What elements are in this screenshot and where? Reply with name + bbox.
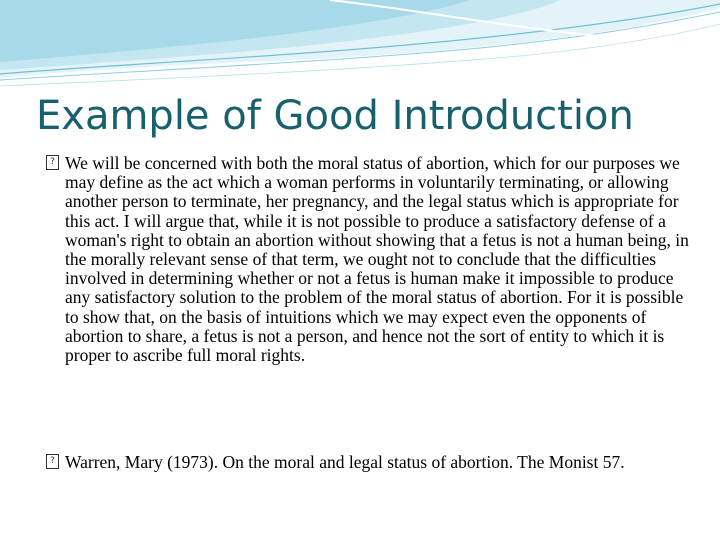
bullet-text: Warren, Mary (1973). On the moral and legal status of abortion. The Monist 57. (65, 452, 625, 472)
bullet-item-intro (46, 154, 694, 365)
bullet-item-citation (46, 453, 694, 472)
bullet-marker-icon: ? (46, 155, 59, 170)
bullet-marker-icon: ? (46, 454, 59, 469)
slide-title: Example of Good Introduction (36, 93, 634, 139)
bullet-text: We will be concerned with both the moral status of abortion, which for our purposes we may define as the act which a woman performs in voluntarily terminating, or allowing another person to terminate, her pregnancy, and the legal status which is appropriate for this act. I will argue that, while it is not possible to produce a satisfactory defense of a woman's right to obtain an abortion without showing that a fetus is not a human being, in the morally relevant sense of that term, we ought not to conclude that the difficulties involved in determining whether or not a fetus is human make it impossible to produce any satisfactory solution to the problem of the moral status of abortion. For it is possible to show that, on the basis of intuitions which we may expect even the opponents of abortion to share, a fetus is not a person, and hence not the sort of entity to which it is proper to ascribe full moral rights. (65, 153, 689, 366)
header-wave-decoration (0, 0, 720, 90)
